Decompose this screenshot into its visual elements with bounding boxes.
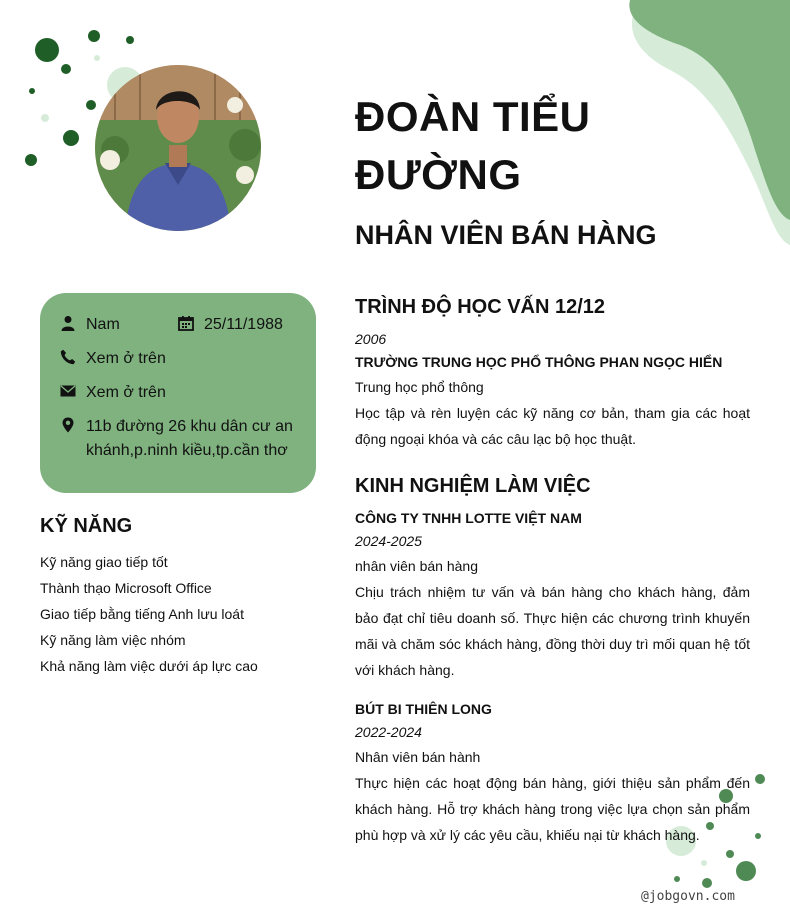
skill-item: Thành thạo Microsoft Office: [40, 580, 212, 596]
candidate-position: NHÂN VIÊN BÁN HÀNG: [355, 220, 657, 250]
birthday-row: [178, 313, 283, 337]
address-row: [60, 415, 296, 463]
gender-row: [60, 313, 120, 337]
job-period: 2022-2024: [355, 724, 422, 740]
education-title: TRÌNH ĐỘ HỌC VẤN 12/12: [355, 296, 606, 318]
address-value: 11b đường 26 khu dân cư an khánh,p.ninh kiều,tp.cần thơ: [86, 418, 293, 459]
phone-row: [60, 347, 166, 371]
skills-list: [40, 549, 258, 679]
education-school: TRƯỜNG TRUNG HỌC PHỔ THÔNG PHAN NGỌC HIỂN: [355, 354, 723, 370]
mail-icon: [60, 383, 76, 399]
job-period: 2024-2025: [355, 533, 422, 549]
job-company: BÚT BI THIÊN LONG: [355, 701, 492, 717]
user-icon: [60, 315, 76, 331]
skills-title: KỸ NĂNG: [40, 515, 133, 537]
candidate-name: ĐOÀN TIỂU ĐƯỜNG: [355, 93, 591, 198]
skill-item: Khả năng làm việc dưới áp lực cao: [40, 658, 258, 674]
skill-item: Kỹ năng giao tiếp tốt: [40, 554, 168, 570]
email-value: Xem ở trên: [86, 384, 166, 401]
education-description: Học tập và rèn luyện các kỹ năng cơ bản, tham gia các hoạt động ngoại khóa và các câu lạc bộ học thuật.: [355, 405, 750, 447]
job-role: nhân viên bán hàng: [355, 558, 478, 574]
birthday-value: 25/11/1988: [204, 316, 283, 333]
experience-title: KINH NGHIỆM LÀM VIỆC: [355, 475, 591, 497]
phone-value: Xem ở trên: [86, 350, 166, 367]
job-role: Nhân viên bán hành: [355, 749, 481, 765]
email-row: [60, 381, 166, 405]
skill-item: Giao tiếp bằng tiếng Anh lưu loát: [40, 606, 244, 622]
education-year: 2006: [355, 331, 387, 347]
job-description: Chịu trách nhiệm tư vấn và bán hàng cho khách hàng, đảm bảo đạt chỉ tiêu doanh số. Thực hiện các chương trình khuyến mãi và chăm sóc khách hàng, đồng thời duy trì mối quan hệ tốt với khách hàng.: [355, 584, 750, 678]
watermark: @jobgovn.com: [641, 889, 735, 904]
gender-value: Nam: [86, 316, 120, 333]
location-icon: [60, 417, 76, 433]
phone-icon: [60, 349, 76, 365]
job-description: Thực hiện các hoạt động bán hàng, giới thiệu sản phẩm đến khách hàng. Hỗ trợ khách hàng trong việc lựa chọn sản phẩm phù hợp và xử lý các yêu cầu, khiếu nại từ khách hàng.: [355, 775, 750, 843]
profile-photo: [95, 65, 261, 231]
job-company: CÔNG TY TNHH LOTTE VIỆT NAM: [355, 510, 582, 526]
education-level: Trung học phổ thông: [355, 379, 484, 395]
calendar-icon: [178, 315, 194, 331]
skill-item: Kỹ năng làm việc nhóm: [40, 632, 186, 648]
